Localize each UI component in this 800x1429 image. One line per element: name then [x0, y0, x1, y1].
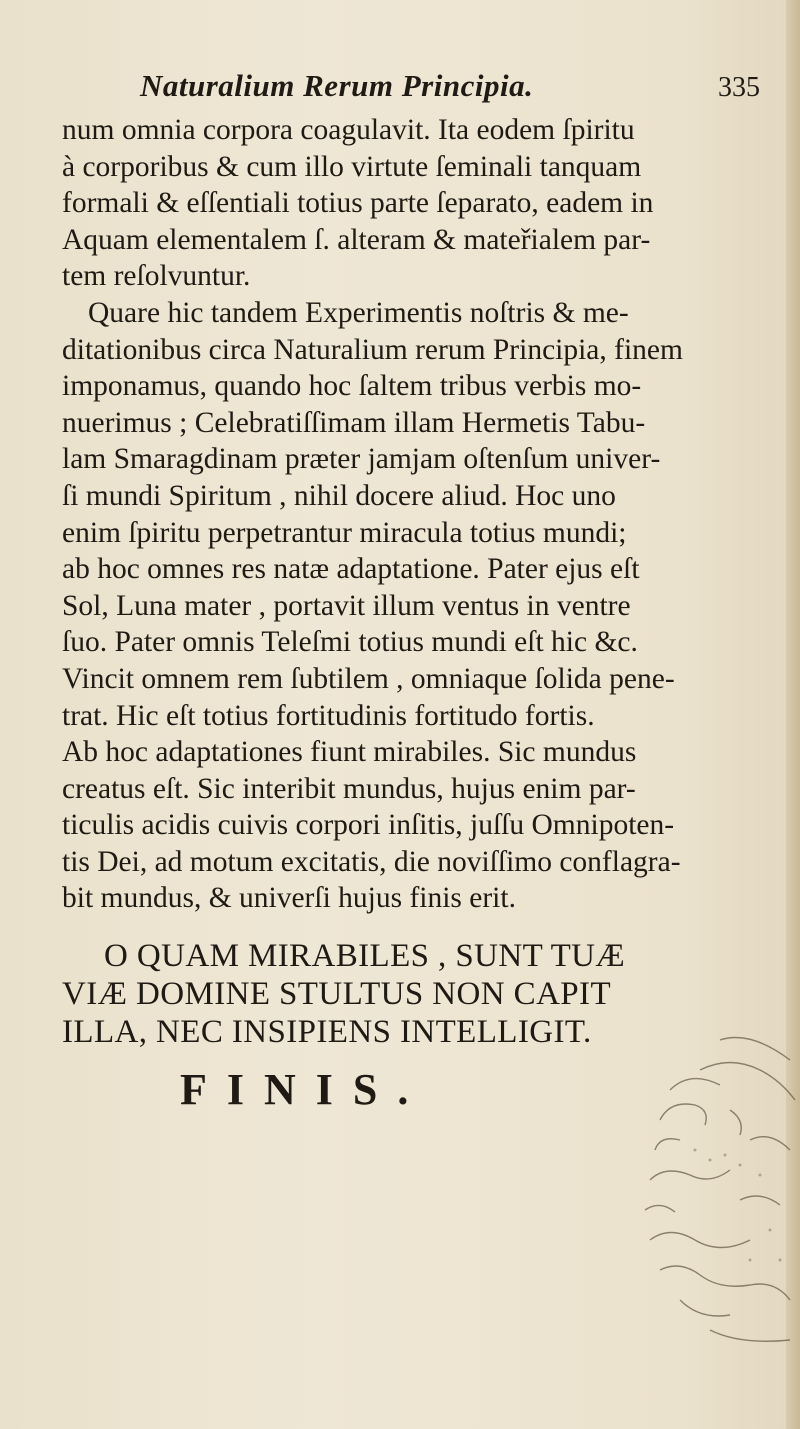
body-line: formali & eſſentiali totius parte ſeparato, eadem in: [62, 187, 654, 220]
closing-line: VIÆ DOMINE STULTUS NON CAPIT: [62, 976, 611, 1012]
body-line: ſuo. Pater omnis Teleſmi totius mundi eſt hic &c.: [62, 626, 638, 659]
finis-label: FINIS.: [180, 1065, 429, 1114]
body-line: ticulis acidis cuivis corpori inſitis, juſſu Omnipoten-: [62, 809, 675, 842]
page-header: [0, 68, 800, 108]
body-line: enim ſpiritu perpetrantur miracula totius mundi;: [62, 516, 627, 549]
body-line: ditationibus circa Naturalium rerum Principia, finem: [62, 333, 683, 366]
body-line: à corporibus & cum illo virtute ſeminali tanquam: [62, 150, 642, 183]
body-line: Ab hoc adaptationes fiunt mirabiles. Sic mundus: [62, 736, 637, 769]
body-line: lam Smaragdinam præter jamjam oſtenſum univer-: [62, 443, 661, 476]
body-line: ſi mundi Spiritum , nihil docere aliud. Hoc uno: [62, 479, 616, 512]
body-text: [62, 112, 762, 917]
body-line: creatus eſt. Sic interibit mundus, hujus enim par-: [62, 772, 636, 805]
body-line: tem reſolvuntur.: [62, 260, 251, 293]
printers-ornament-icon: [600, 1000, 800, 1400]
body-line: Vincit omnem rem ſubtilem , omniaque ſolida pene-: [62, 662, 675, 695]
body-line: Aquam elementalem ſ. alteram & mateřialem par-: [62, 223, 651, 256]
body-line: num omnia corpora coagulavit. Ita eodem ſpiritu: [62, 114, 635, 146]
page-number: 335: [718, 72, 760, 103]
body-line: bit mundus, & univerſi hujus finis erit.: [62, 882, 516, 915]
body-line: tis Dei, ad motum excitatis, die noviſſimo conflagra-: [62, 845, 681, 878]
closing-line: O QUAM MIRABILES , SUNT TUÆ: [104, 938, 626, 974]
body-line: Sol, Luna mater , portavit illum ventus in ventre: [62, 589, 631, 622]
body-line: nuerimus ; Celebratiſſimam illam Hermetis Tabu-: [62, 406, 646, 439]
body-line: imponamus, quando hoc ſaltem tribus verbis mo-: [62, 370, 642, 403]
body-line: trat. Hic eſt totius fortitudinis fortitudo fortis.: [62, 699, 595, 732]
closing-line: ILLA, NEC INSIPIENS INTELLIGIT.: [62, 1014, 592, 1050]
running-head: Naturalium Rerum Principia.: [140, 68, 534, 103]
body-line: ab hoc omnes res natæ adaptatione. Pater ejus eſt: [62, 553, 640, 586]
body-line: Quare hic tandem Experimentis noſtris & me-: [88, 296, 629, 329]
